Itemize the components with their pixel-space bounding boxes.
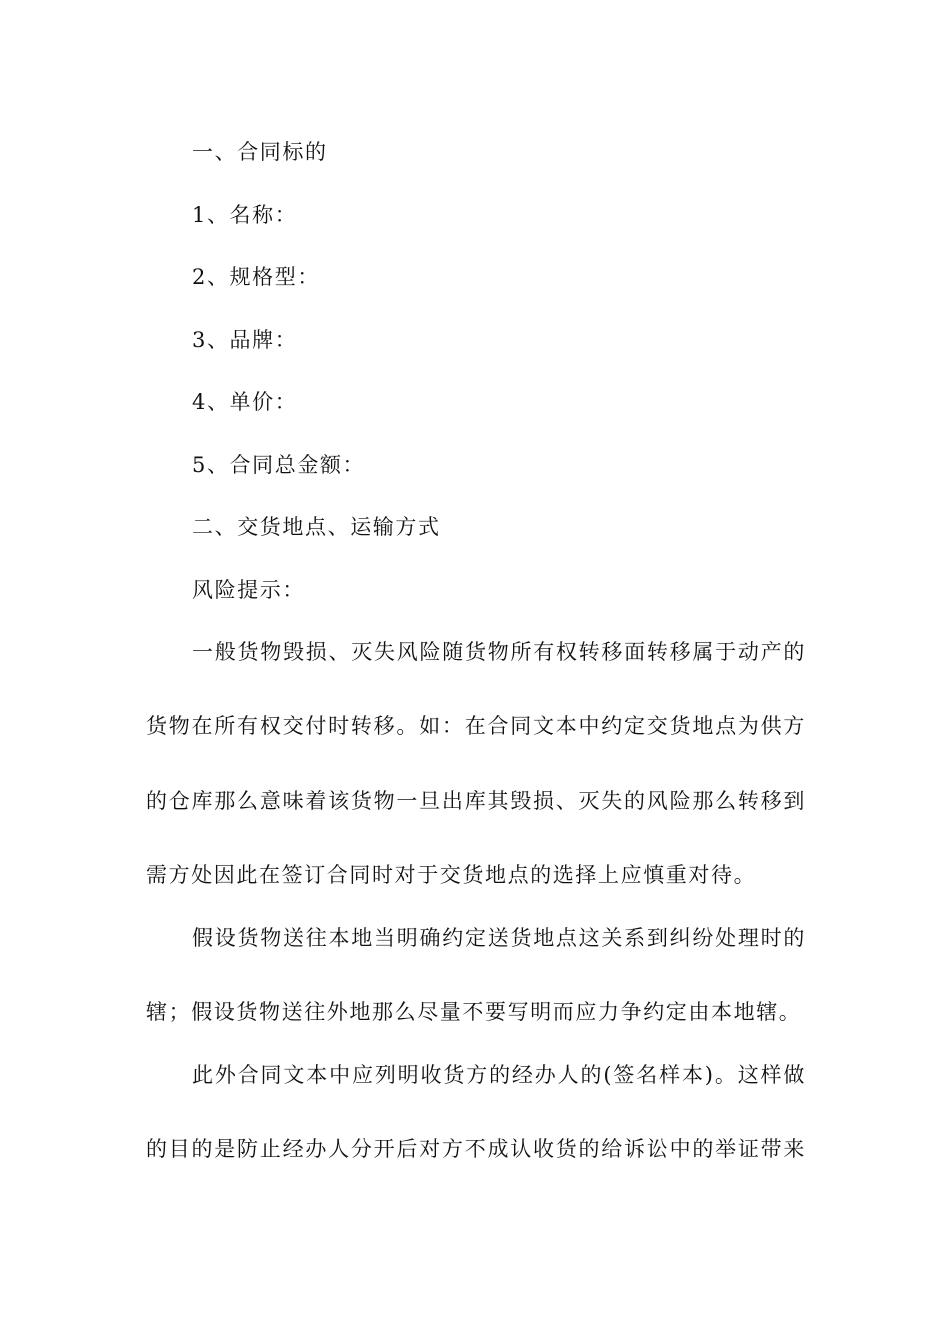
- item-unit-price: 4、单价：: [192, 390, 298, 414]
- item-name: 1、名称：: [192, 203, 298, 227]
- paragraph-line: 此外合同文本中应列明收货方的经办人的(签名样本)。这样做: [192, 1063, 806, 1087]
- paragraph-line: 辖；假设货物送往外地那么尽量不要写明而应力争约定由本地辖。: [146, 1000, 802, 1024]
- item-total-amount: 5、合同总金额：: [192, 453, 366, 477]
- item-brand: 3、品牌：: [192, 328, 298, 352]
- paragraph-line: 的目的是防止经办人分开后对方不成认收货的给诉讼中的举证带来: [146, 1137, 806, 1161]
- paragraph-line: 一般货物毁损、灭失风险随货物所有权转移面转移属于动产的: [192, 640, 806, 664]
- section-heading-contract-subject: 一、合同标的: [192, 140, 328, 164]
- paragraph-line: 的仓库那么意味着该货物一旦出库其毁损、灭失的风险那么转移到: [146, 789, 806, 813]
- item-specification: 2、规格型：: [192, 265, 320, 289]
- section-heading-delivery: 二、交货地点、运输方式: [192, 515, 441, 539]
- paragraph-line: 货物在所有权交付时转移。如：在合同文本中约定交货地点为供方: [146, 714, 806, 738]
- paragraph-line: 需方处因此在签订合同时对于交货地点的选择上应慎重对待。: [146, 863, 757, 887]
- risk-notice-heading: 风险提示：: [192, 578, 305, 602]
- paragraph-line: 假设货物送往本地当明确约定送货地点这关系到纠纷处理时的: [192, 926, 806, 950]
